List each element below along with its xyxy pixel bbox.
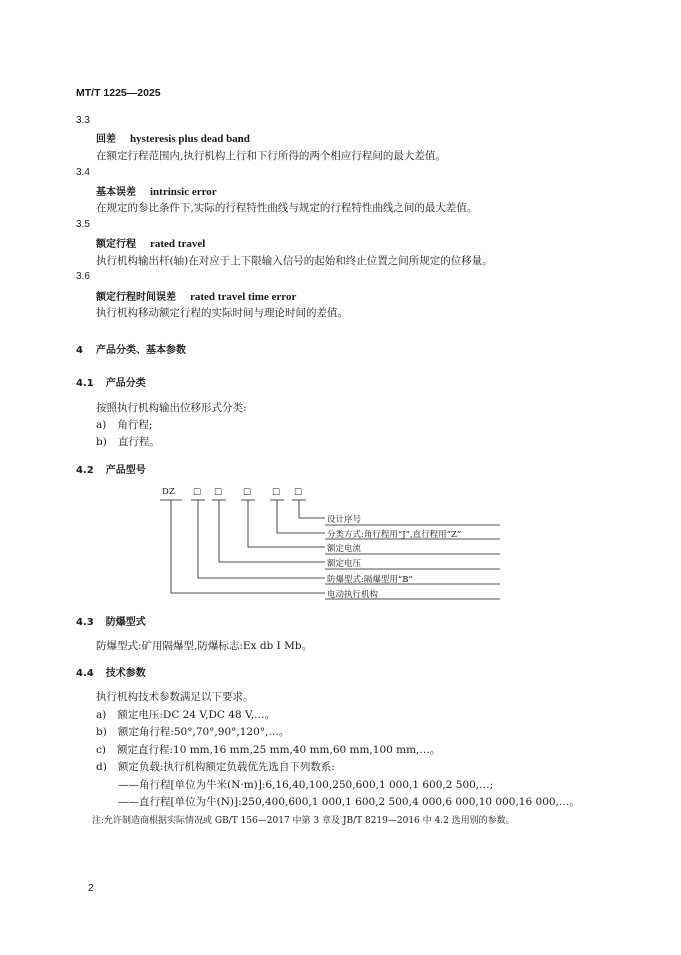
subsection-heading <box>76 664 146 679</box>
list-marker: a) <box>96 709 107 721</box>
list-text: 角行程; <box>117 419 153 431</box>
subsection-heading <box>76 613 146 628</box>
paragraph: 按照执行机构输出位移形式分类: <box>96 402 247 414</box>
section-number: 4 <box>76 345 83 356</box>
diagram-label-rated-voltage: 额定电压 <box>327 559 362 569</box>
diagram-label-rated-current: 额定电流 <box>327 544 362 554</box>
term-english: rated travel <box>150 238 206 250</box>
term-chinese: 回差 <box>96 134 116 145</box>
diagram-prefix: DZ <box>162 487 175 497</box>
list-subitem: ——直行程[单位为牛(N)]:250,400,600,1 000,1 600,2 500,4 000,6 000,10 000,16 000,…。 <box>118 796 580 808</box>
subsection-title: 技术参数 <box>105 668 146 679</box>
diagram-label-explosion-proof: 防爆型式:隔爆型用“B” <box>327 575 413 585</box>
subsection-number: 4.1 <box>76 378 94 389</box>
note: 注:允许制造商根据实际情况或 GB/T 156—2017 中第 3 章及 JB/T 8219—2016 中 4.2 选用别的参数。 <box>92 816 515 826</box>
leader-line-4 <box>219 500 325 562</box>
term-number: 3.5 <box>76 219 90 230</box>
placeholder-box-icon: □ <box>214 487 223 497</box>
paragraph: 防爆型式:矿用隔爆型,防爆标志:Ex db Ⅰ Mb。 <box>96 640 313 652</box>
list-text: 额定负载:执行机构额定负载优先选自下列数系: <box>117 761 335 773</box>
term-definition: 执行机构移动额定行程的实际时间与理论时间的差值。 <box>96 307 348 319</box>
term-number: 3.3 <box>76 115 90 126</box>
term-number: 3.4 <box>76 167 90 178</box>
list-item <box>96 707 275 722</box>
term-number: 3.6 <box>76 271 90 282</box>
list-marker: b) <box>96 436 107 448</box>
term-definition: 执行机构输出杆(轴)在对应于上下限输入信号的起始和终止位置之间所规定的位移量。 <box>96 255 493 267</box>
page-number: 2 <box>88 883 94 894</box>
leader-line-5 <box>198 500 325 578</box>
term-english: intrinsic error <box>150 186 217 198</box>
diagram-label-design-serial: 设计序号 <box>327 515 362 525</box>
subsection-title: 产品分类 <box>105 378 146 389</box>
list-marker: a) <box>96 419 107 431</box>
placeholder-box-icon: □ <box>243 487 252 497</box>
placeholder-box-icon: □ <box>272 487 281 497</box>
term-english: rated travel time error <box>190 291 297 303</box>
term-chinese: 额定行程 <box>96 239 136 250</box>
list-marker: c) <box>96 744 106 756</box>
term-definition: 在额定行程范围内,执行机构上行和下行所得的两个相应行程间的最大差值。 <box>96 150 446 162</box>
list-item <box>96 759 335 774</box>
list-text: 额定角行程:50°,70°,90°,120°,…。 <box>117 726 290 738</box>
list-item <box>96 742 440 757</box>
placeholder-box-icon: □ <box>193 487 202 497</box>
subsection-title: 产品型号 <box>105 465 146 476</box>
leader-line-3 <box>248 500 325 547</box>
subsection-number: 4.3 <box>76 617 94 628</box>
term-chinese: 基本误差 <box>96 187 136 198</box>
subsection-number: 4.4 <box>76 668 94 679</box>
term-english: hysteresis plus dead band <box>130 133 250 145</box>
list-text: 额定直行程:10 mm,16 mm,25 mm,40 mm,60 mm,100 mm,…。 <box>116 744 441 756</box>
term-chinese: 额定行程时间误差 <box>96 292 176 303</box>
paragraph: 执行机构技术参数满足以下要求。 <box>96 691 254 703</box>
subsection-number: 4.2 <box>76 465 94 476</box>
subsection-title: 防爆型式 <box>105 617 146 628</box>
list-item <box>96 724 289 739</box>
term-definition: 在规定的参比条件下,实际的行程特性曲线与规定的行程特性曲线之间的最大差值。 <box>96 202 478 214</box>
list-subitem: ——角行程[单位为牛米(N·m)]:6,16,40,100,250,600,1 000,1 600,2 500,…; <box>118 779 494 791</box>
section-title: 产品分类、基本参数 <box>95 345 186 356</box>
list-text: 额定电压:DC 24 V,DC 48 V,…。 <box>117 709 276 721</box>
standard-code: MT/T 1225—2025 <box>76 87 161 99</box>
list-marker: d) <box>96 761 107 773</box>
diagram-label-electric-actuator: 电动执行机构 <box>327 590 379 600</box>
placeholder-box-icon: □ <box>294 487 303 497</box>
leader-line-2 <box>277 500 325 533</box>
diagram-label-classification: 分类方式:角行程用“J”,直行程用“Z” <box>327 530 462 540</box>
list-text: 直行程。 <box>117 436 160 448</box>
list-marker: b) <box>96 726 107 738</box>
leader-line-1 <box>299 500 325 518</box>
